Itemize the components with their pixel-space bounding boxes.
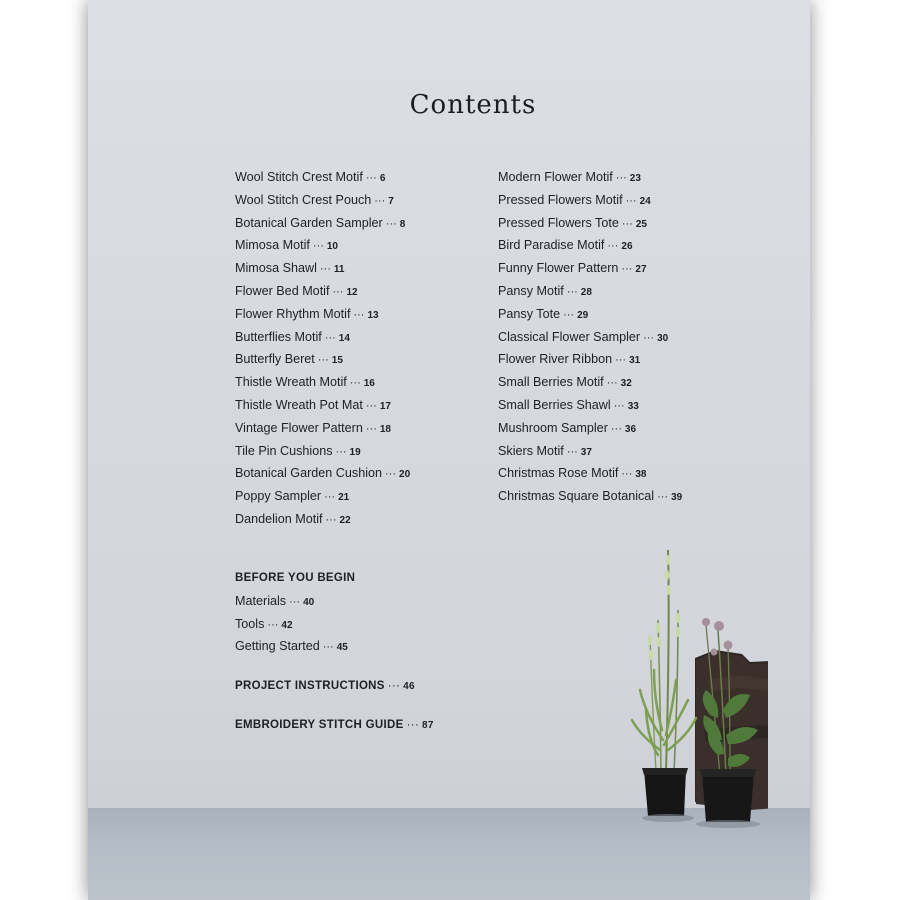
toc-separator: ··· bbox=[335, 445, 347, 458]
toc-entry[interactable] bbox=[235, 508, 410, 531]
toc-entry[interactable] bbox=[235, 234, 410, 257]
toc-entry-label: Tile Pin Cushions bbox=[235, 443, 333, 458]
toc-separator: ··· bbox=[615, 354, 627, 367]
toc-separator: ··· bbox=[365, 422, 377, 435]
toc-entry-label: Mimosa Shawl bbox=[235, 261, 317, 276]
toc-page-number: 24 bbox=[639, 195, 651, 207]
toc-page-number: 11 bbox=[333, 264, 345, 276]
toc-separator: ··· bbox=[607, 240, 619, 253]
toc-page-number: 20 bbox=[399, 469, 411, 481]
toc-entry-label: Bird Paradise Motif bbox=[498, 238, 605, 253]
toc-separator: ··· bbox=[324, 491, 336, 504]
toc-page-number: 37 bbox=[580, 446, 592, 458]
toc-entry[interactable] bbox=[498, 257, 682, 280]
toc-page-number: 42 bbox=[281, 619, 293, 631]
toc-entry[interactable] bbox=[498, 303, 682, 326]
toc-entry-label: Tools bbox=[235, 616, 265, 631]
toc-entry-label: Flower Bed Motif bbox=[235, 283, 330, 298]
section-heading: EMBROIDERY STITCH GUIDE bbox=[235, 719, 404, 731]
toc-entry-label: Pansy Motif bbox=[498, 283, 564, 298]
toc-page-number: 33 bbox=[627, 400, 639, 412]
toc-page-number: 21 bbox=[338, 492, 350, 504]
toc-page-number: 8 bbox=[399, 218, 406, 230]
toc-page-number: 40 bbox=[303, 596, 315, 608]
toc-separator: ··· bbox=[324, 331, 336, 344]
toc-page-number: 17 bbox=[379, 400, 391, 412]
toc-entry-label: Flower Rhythm Motif bbox=[235, 306, 351, 321]
toc-entry[interactable] bbox=[235, 189, 410, 212]
section-heading: PROJECT INSTRUCTIONS bbox=[235, 680, 385, 692]
toc-separator: ··· bbox=[621, 468, 633, 481]
toc-entry[interactable] bbox=[235, 590, 355, 613]
contents-left-column bbox=[235, 166, 410, 531]
toc-page-number: 32 bbox=[620, 378, 632, 390]
toc-entry-label: Classical Flower Sampler bbox=[498, 329, 641, 344]
toc-entry-label: Poppy Sampler bbox=[235, 489, 322, 504]
toc-entry-label: Modern Flower Motif bbox=[498, 170, 613, 184]
toc-separator: ··· bbox=[322, 641, 334, 654]
toc-entry[interactable] bbox=[498, 326, 682, 349]
toc-separator: ··· bbox=[625, 194, 637, 207]
toc-entry[interactable] bbox=[235, 485, 410, 508]
toc-entry-label: Materials bbox=[235, 593, 287, 608]
toc-page-number: 45 bbox=[336, 642, 348, 654]
toc-separator: ··· bbox=[387, 680, 401, 692]
toc-entry[interactable] bbox=[498, 348, 682, 371]
book-page bbox=[88, 0, 810, 900]
toc-separator: ··· bbox=[353, 308, 365, 321]
before-you-begin-section bbox=[235, 567, 355, 658]
stitch-guide-section bbox=[235, 714, 434, 737]
toc-entry-label: Botanical Garden Sampler bbox=[235, 215, 383, 230]
toc-separator: ··· bbox=[325, 513, 337, 526]
toc-entry-label: Wool Stitch Crest Pouch bbox=[235, 192, 372, 207]
toc-entry-label: Vintage Flower Pattern bbox=[235, 420, 363, 435]
toc-entry[interactable] bbox=[235, 613, 355, 636]
toc-separator: ··· bbox=[657, 491, 669, 504]
toc-entry[interactable] bbox=[498, 485, 682, 508]
toc-entry[interactable] bbox=[235, 394, 410, 417]
toc-separator: ··· bbox=[566, 445, 578, 458]
toc-page-number: 46 bbox=[403, 681, 415, 692]
toc-page-number: 12 bbox=[346, 286, 358, 298]
toc-entry-label: Funny Flower Pattern bbox=[498, 261, 619, 276]
toc-entry[interactable] bbox=[235, 348, 410, 371]
toc-separator: ··· bbox=[312, 240, 324, 253]
toc-separator: ··· bbox=[317, 354, 329, 367]
toc-page-number: 36 bbox=[624, 423, 637, 435]
page-title: Contents bbox=[409, 90, 537, 120]
toc-entry-label: Wool Stitch Crest Motif bbox=[235, 170, 363, 184]
toc-separator: ··· bbox=[385, 468, 397, 481]
toc-entry-label: Pressed Flowers Motif bbox=[498, 192, 623, 207]
toc-page-number: 23 bbox=[629, 173, 641, 184]
contents-right-column bbox=[498, 166, 682, 508]
toc-separator: ··· bbox=[385, 217, 397, 230]
toc-entry-label: Small Berries Shawl bbox=[498, 397, 611, 412]
toc-separator: ··· bbox=[365, 172, 377, 184]
toc-entry[interactable] bbox=[235, 280, 410, 303]
toc-entry[interactable] bbox=[498, 234, 682, 257]
toc-page-number: 87 bbox=[421, 720, 434, 731]
toc-separator: ··· bbox=[621, 263, 633, 276]
toc-entry[interactable] bbox=[235, 440, 410, 463]
toc-separator: ··· bbox=[267, 618, 279, 631]
toc-separator: ··· bbox=[566, 285, 578, 298]
toc-entry-label: Skiers Motif bbox=[498, 443, 564, 458]
toc-entry[interactable] bbox=[235, 371, 410, 394]
toc-entry[interactable] bbox=[498, 440, 682, 463]
toc-entry-project-instructions[interactable] bbox=[235, 675, 415, 698]
toc-separator: ··· bbox=[319, 263, 331, 276]
toc-separator: ··· bbox=[615, 172, 627, 184]
toc-page-number: 29 bbox=[577, 309, 589, 321]
toc-separator: ··· bbox=[374, 194, 386, 207]
toc-entry-label: Dandelion Motif bbox=[235, 511, 323, 526]
toc-entry-label: Getting Started bbox=[235, 639, 320, 654]
toc-page-number: 7 bbox=[388, 195, 394, 207]
toc-page-number: 39 bbox=[671, 492, 683, 504]
toc-entry[interactable] bbox=[235, 166, 410, 189]
toc-entry-label: Mimosa Motif bbox=[235, 238, 310, 253]
toc-entry-label: Thistle Wreath Pot Mat bbox=[235, 397, 363, 412]
potted-plants-photo-icon bbox=[528, 540, 768, 830]
toc-entry-stitch-guide[interactable] bbox=[235, 714, 434, 737]
toc-entry[interactable] bbox=[498, 371, 682, 394]
toc-page-number: 19 bbox=[349, 446, 361, 458]
toc-entry[interactable] bbox=[498, 212, 682, 235]
toc-entry[interactable] bbox=[235, 417, 410, 440]
toc-entry[interactable] bbox=[498, 280, 682, 303]
toc-entry[interactable] bbox=[235, 462, 410, 485]
toc-entry-label: Small Berries Motif bbox=[498, 375, 604, 390]
toc-page-number: 10 bbox=[326, 241, 338, 253]
toc-entry[interactable] bbox=[235, 303, 410, 326]
toc-separator: ··· bbox=[606, 377, 618, 390]
toc-separator: ··· bbox=[365, 399, 377, 412]
toc-entry-label: Mushroom Sampler bbox=[498, 420, 608, 435]
toc-separator: ··· bbox=[643, 331, 655, 344]
toc-entry-label: Christmas Rose Motif bbox=[498, 466, 619, 481]
toc-entry-label: Pressed Flowers Tote bbox=[498, 215, 619, 230]
toc-entry-label: Pansy Tote bbox=[498, 306, 561, 321]
toc-page-number: 18 bbox=[379, 423, 391, 435]
toc-separator: ··· bbox=[563, 308, 575, 321]
toc-entry[interactable] bbox=[498, 462, 682, 485]
toc-page-number: 31 bbox=[629, 355, 641, 367]
toc-page-number: 38 bbox=[635, 469, 647, 481]
toc-separator: ··· bbox=[613, 399, 625, 412]
project-instructions-section bbox=[235, 675, 415, 698]
toc-entry[interactable] bbox=[498, 417, 682, 440]
toc-page-number: 22 bbox=[339, 514, 351, 526]
toc-page-number: 27 bbox=[635, 264, 647, 276]
toc-entry[interactable] bbox=[235, 212, 410, 235]
toc-separator: ··· bbox=[406, 719, 419, 731]
toc-entry[interactable] bbox=[498, 394, 682, 417]
toc-entry-label: Thistle Wreath Motif bbox=[235, 375, 347, 390]
toc-entry-label: Flower River Ribbon bbox=[498, 352, 613, 367]
toc-page-number: 30 bbox=[657, 332, 669, 344]
toc-separator: ··· bbox=[349, 377, 361, 390]
toc-entry[interactable] bbox=[235, 635, 355, 658]
toc-entry-label: Botanical Garden Cushion bbox=[235, 466, 383, 481]
toc-entry[interactable] bbox=[498, 189, 682, 212]
toc-entry-label: Butterflies Motif bbox=[235, 329, 322, 344]
toc-page-number: 28 bbox=[580, 286, 592, 298]
toc-separator: ··· bbox=[332, 285, 344, 298]
toc-page-number: 13 bbox=[367, 309, 379, 321]
toc-page-number: 6 bbox=[379, 173, 386, 184]
section-heading: BEFORE YOU BEGIN bbox=[235, 572, 356, 584]
toc-entry[interactable] bbox=[235, 257, 410, 280]
toc-page-number: 25 bbox=[635, 218, 647, 230]
toc-entry-label: Christmas Square Botanical bbox=[498, 489, 655, 504]
toc-separator: ··· bbox=[621, 217, 633, 230]
toc-entry[interactable] bbox=[235, 326, 410, 349]
toc-page-number: 26 bbox=[621, 241, 633, 253]
toc-separator: ··· bbox=[289, 595, 301, 608]
toc-entry[interactable] bbox=[498, 166, 682, 189]
toc-page-number: 15 bbox=[331, 355, 343, 367]
toc-page-number: 14 bbox=[338, 332, 350, 344]
toc-entry-label: Butterfly Beret bbox=[235, 352, 315, 367]
toc-page-number: 16 bbox=[363, 378, 375, 390]
toc-separator: ··· bbox=[610, 422, 622, 435]
